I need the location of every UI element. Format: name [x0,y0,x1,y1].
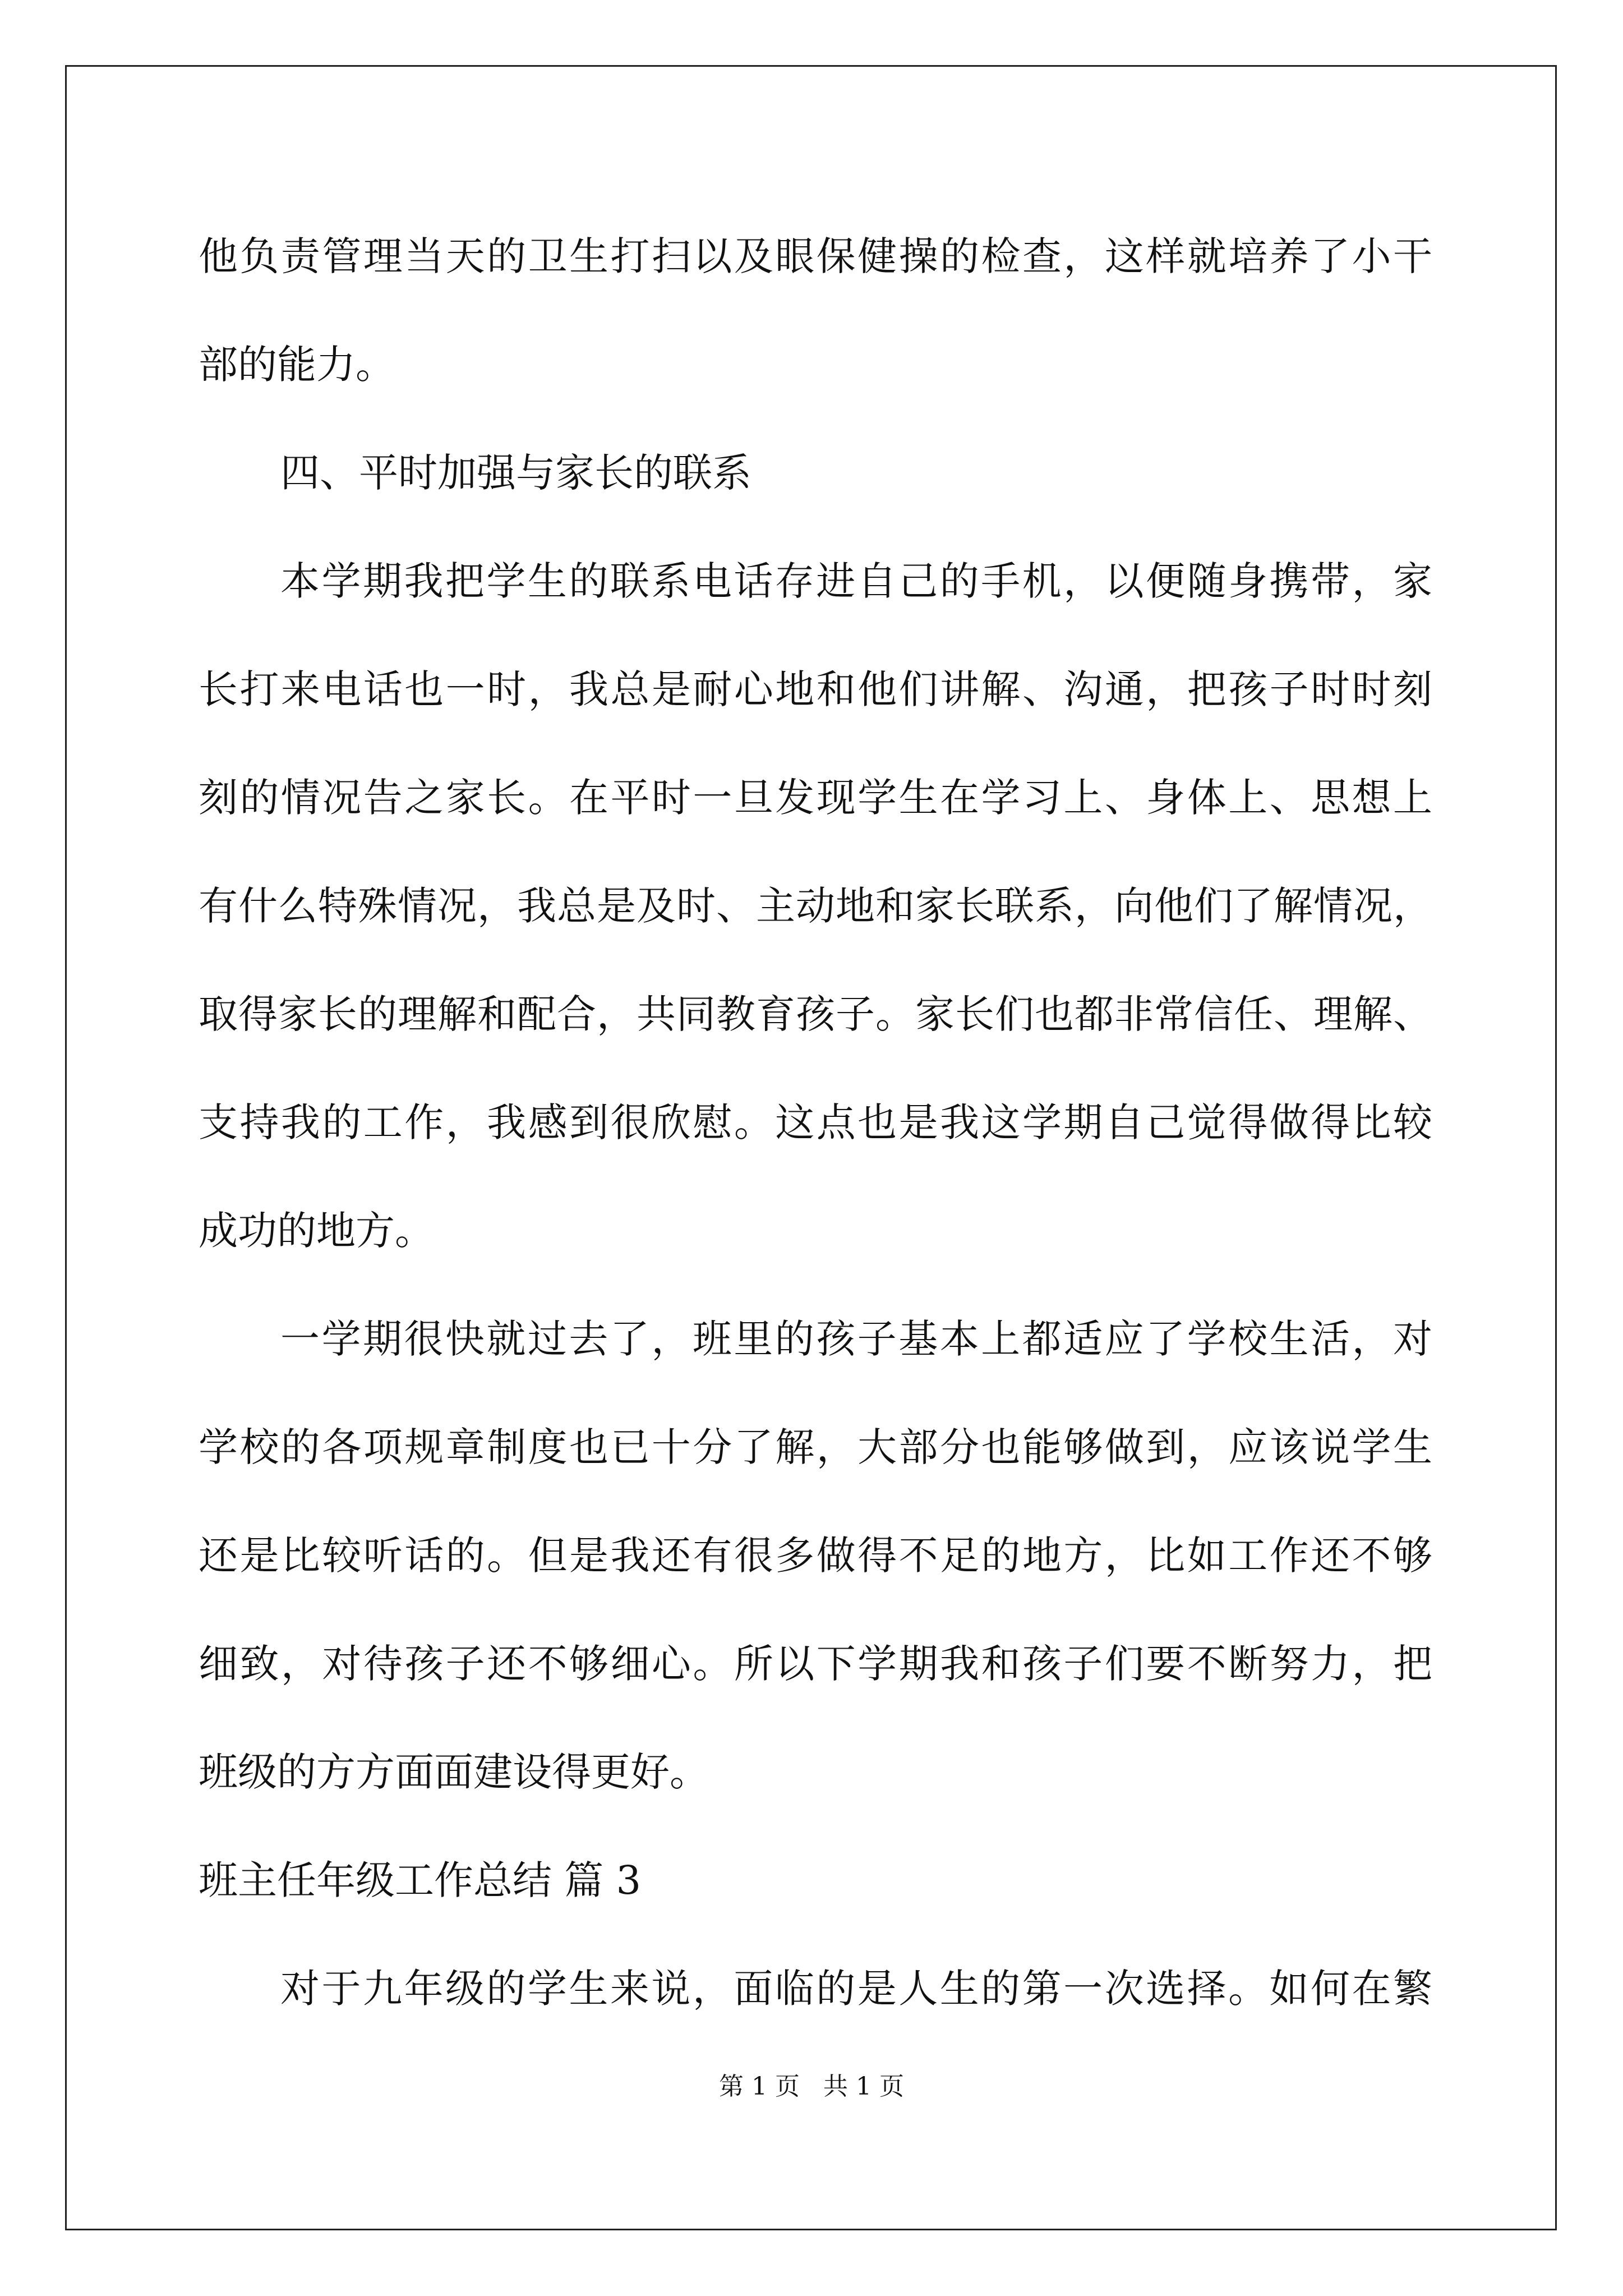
text-line: 取得家长的理解和配合，共同教育孩子。家长们也都非常信任、理解、 [199,991,1432,1037]
text-line: 本学期我把学生的联系电话存进自己的手机，以便随身携带，家 [280,558,1432,604]
text-line: 四、平时加强与家长的联系 [280,450,751,496]
text-line: 长打来电话也一时，我总是耐心地和他们讲解、沟通，把孩子时时刻 [199,666,1432,712]
page-footer: 第 1 页 共 1 页 [719,2072,904,2101]
text-line: 一学期很快就过去了，班里的孩子基本上都适应了学校生活，对 [280,1316,1432,1362]
text-line: 有什么特殊情况，我总是及时、主动地和家长联系，向他们了解情况， [199,883,1432,929]
text-line: 他负责管理当天的卫生打扫以及眼保健操的检查，这样就培养了小干 [199,233,1432,279]
section-heading: 班主任年级工作总结 篇 3 [199,1857,642,1903]
text-line: 对于九年级的学生来说，面临的是人生的第一次选择。如何在繁 [280,1966,1432,2012]
text-line: 还是比较听话的。但是我还有很多做得不足的地方，比如工作还不够 [199,1533,1432,1579]
text-line: 支持我的工作，我感到很欣慰。这点也是我这学期自己觉得做得比较 [199,1099,1432,1145]
text-line: 部的能力。 [199,342,395,388]
text-line: 细致，对待孩子还不够细心。所以下学期我和孩子们要不断努力，把 [199,1641,1432,1687]
text-line: 班级的方方面面建设得更好。 [199,1749,709,1795]
text-line: 学校的各项规章制度也已十分了解，大部分也能够做到，应该说学生 [199,1424,1432,1470]
text-line: 成功的地方。 [199,1208,434,1254]
document-body [199,214,1432,2055]
text-line: 刻的情况告之家长。在平时一旦发现学生在学习上、身体上、思想上 [199,775,1432,821]
